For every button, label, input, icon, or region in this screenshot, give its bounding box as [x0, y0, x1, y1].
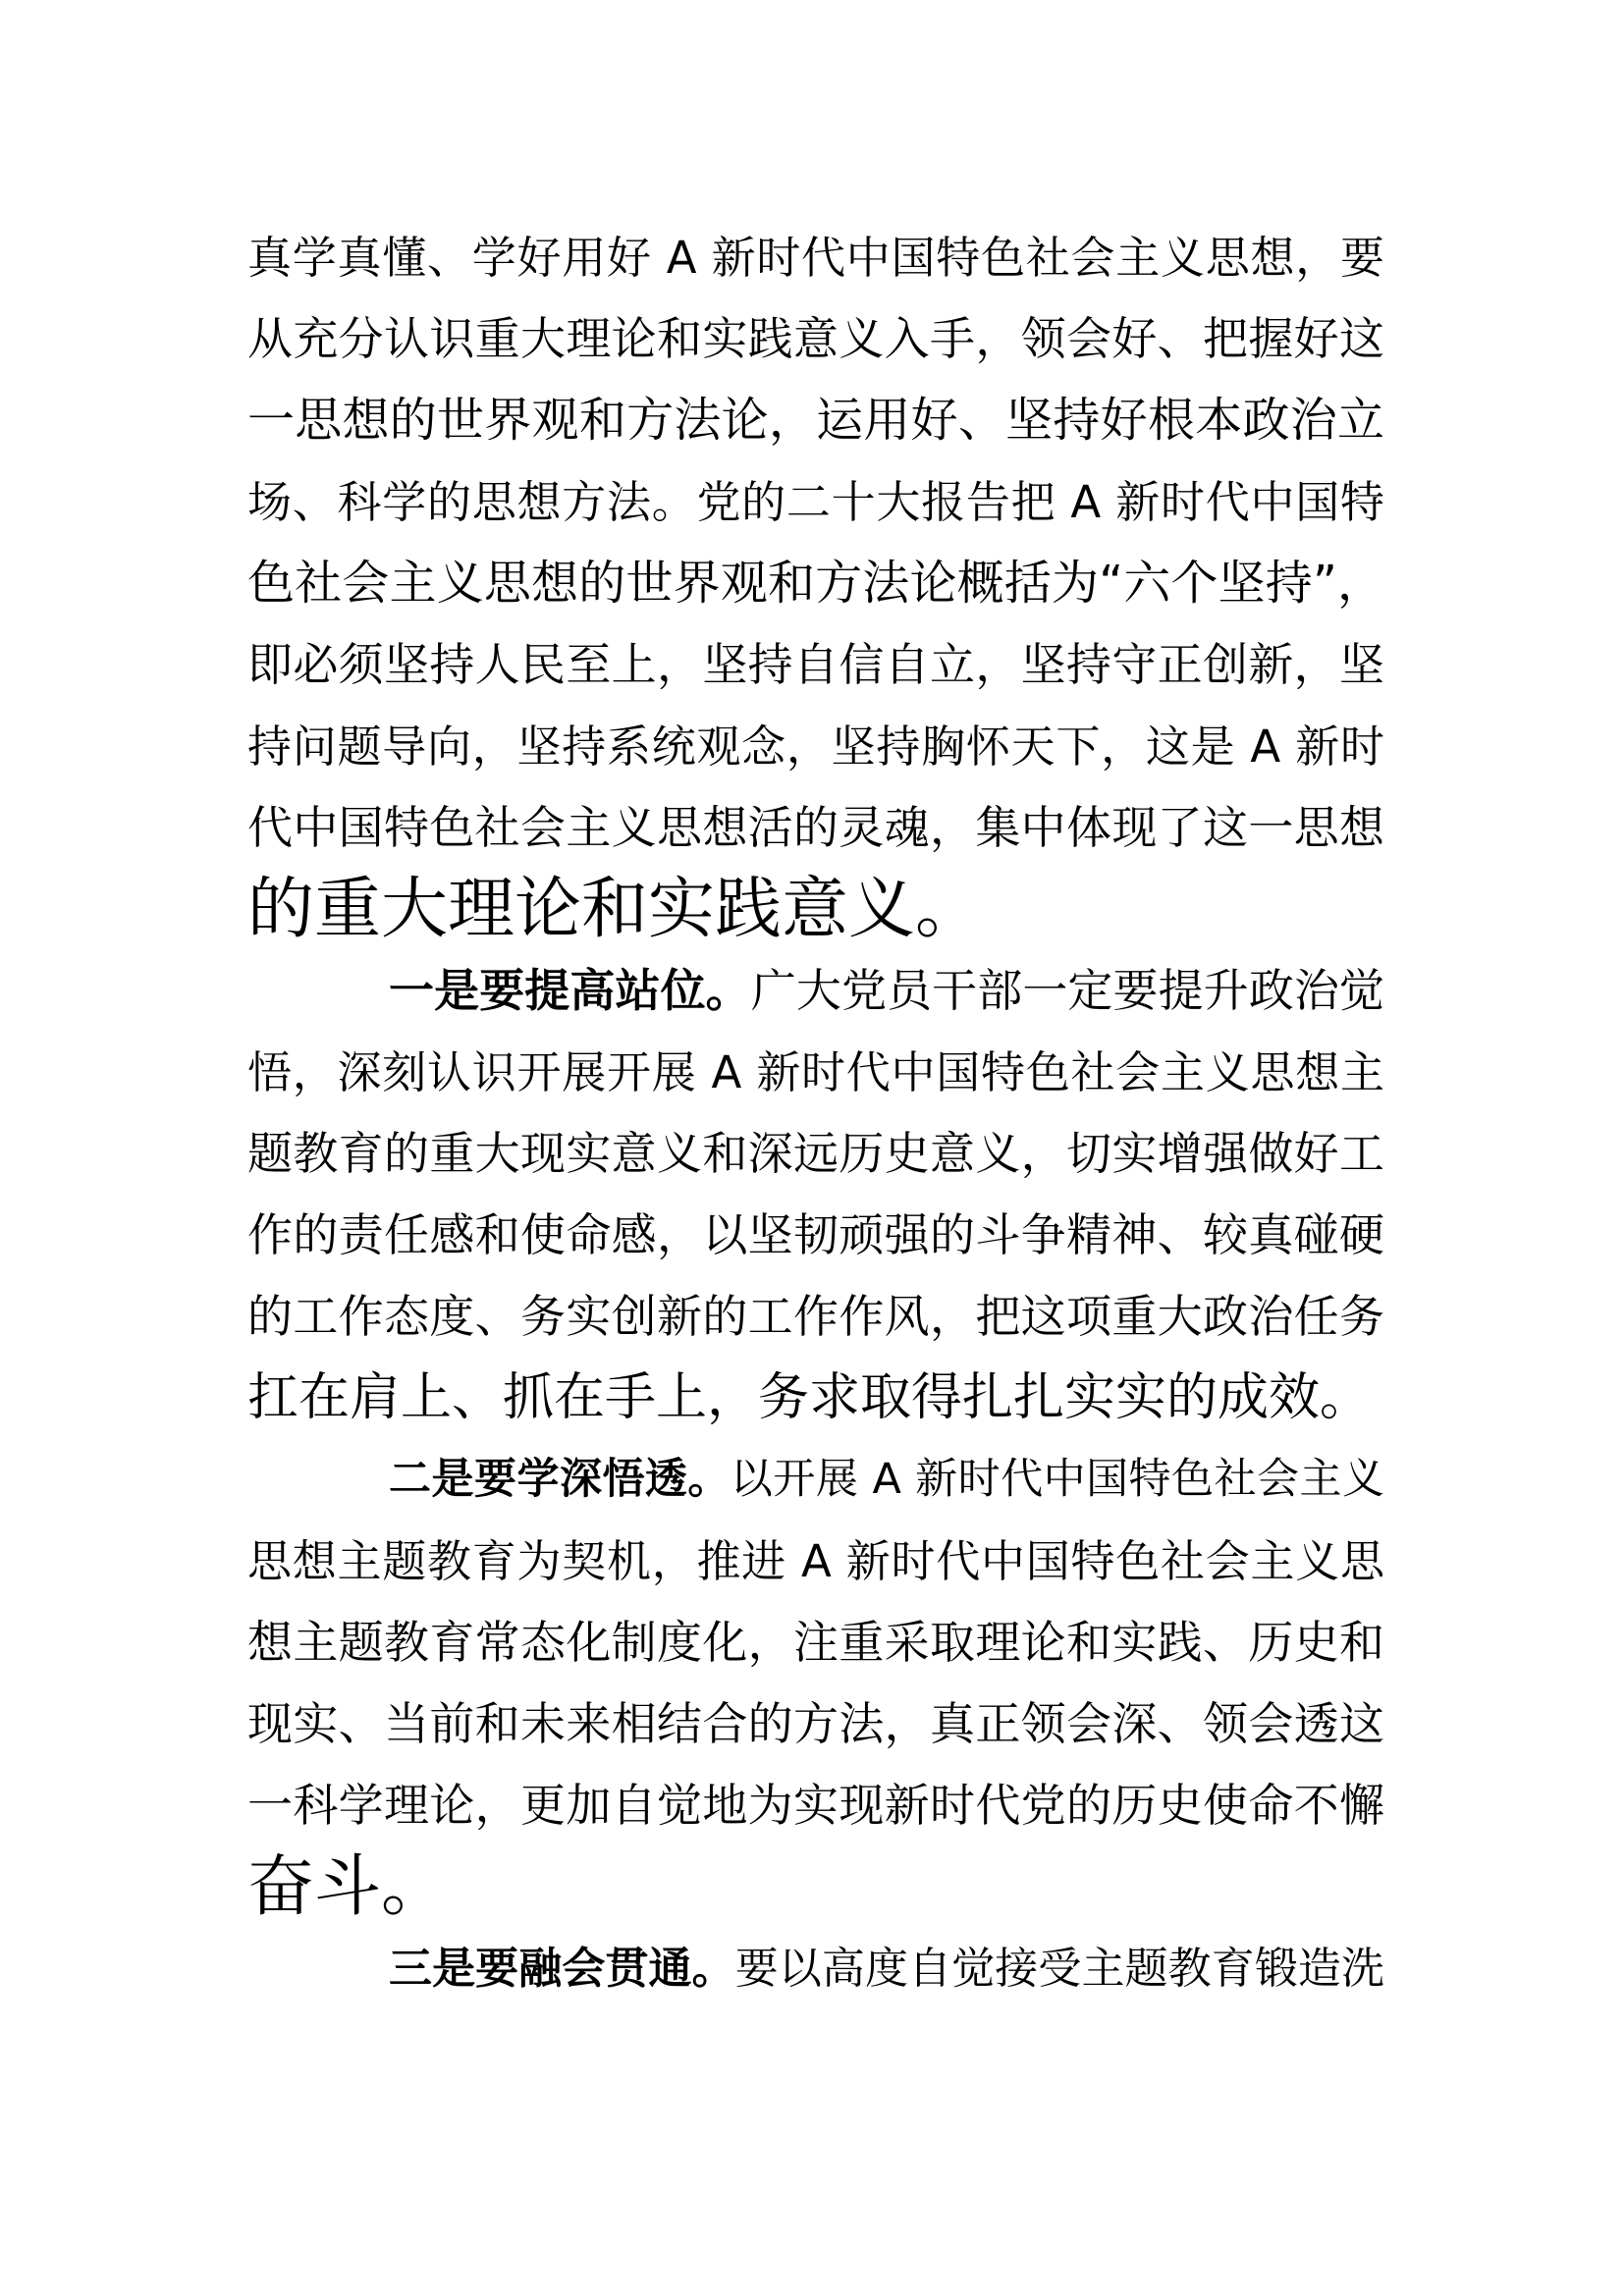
text-line	[247, 1765, 1384, 1846]
line-text: 扛在肩上、抓在手上，务求取得扎扎实实的成效。	[247, 1368, 1372, 1427]
line-text: 想主题教育常态化制度化，注重采取理论和实践、历史和	[247, 1616, 1384, 1669]
line-text: 以开展 A 新时代中国特色社会主义	[730, 1455, 1385, 1504]
document-page	[247, 217, 1384, 2009]
text-line	[247, 1846, 1384, 1928]
line-text: 要以高度自觉接受主题教育锻造洗	[734, 1944, 1385, 1994]
paragraph-lead-heading: 三是要融会贯通。	[389, 1944, 735, 1994]
line-text: 悟，深刻认识开展开展 A 新时代中国特色社会主义思想主	[247, 1046, 1384, 1098]
text-line	[247, 380, 1384, 461]
paragraph	[247, 950, 1384, 1439]
text-line	[247, 1602, 1384, 1683]
line-text: 从充分认识重大理论和实践意义入手，领会好、把握好这	[247, 312, 1384, 365]
paragraph-lead-heading: 二是要学深悟透。	[389, 1455, 731, 1504]
paragraph	[247, 1439, 1384, 1928]
line-text: 作的责任感和使命感，以坚韧顽强的斗争精神、较真碰硬	[247, 1208, 1384, 1261]
paragraph	[247, 217, 1384, 950]
text-line	[247, 706, 1384, 787]
line-text: 即必须坚持人民至上，坚持自信自立，坚持守正创新，坚	[247, 638, 1384, 691]
line-text: 代中国特色社会主义思想活的灵魂，集中体现了这一思想	[247, 801, 1384, 854]
text-line	[247, 1439, 1384, 1521]
text-line	[247, 787, 1384, 869]
line-text: 的工作态度、务实创新的工作作风，把这项重大政治任务	[247, 1290, 1384, 1343]
line-text: 一思想的世界观和方法论，运用好、坚持好根本政治立	[247, 393, 1384, 448]
line-text: 一科学理论，更加自觉地为实现新时代党的历史使命不懈	[247, 1779, 1384, 1832]
text-line	[247, 1276, 1384, 1358]
text-line	[247, 1683, 1384, 1765]
paragraph	[247, 1928, 1384, 2009]
text-line	[247, 624, 1384, 706]
text-line	[247, 1521, 1384, 1602]
paragraph-lead-heading: 一是要提高站位。	[389, 964, 751, 1017]
text-line	[247, 461, 1384, 543]
line-text: 场、科学的思想方法。党的二十大报告把 A 新时代中国特	[247, 476, 1384, 528]
text-line	[247, 543, 1384, 624]
line-text: 真学真懂、学好用好 A 新时代中国特色社会主义思想，要	[247, 232, 1384, 284]
text-line	[247, 217, 1384, 298]
text-line	[247, 298, 1384, 380]
line-text: 持问题导向，坚持系统观念，坚持胸怀天下，这是 A 新时	[247, 721, 1384, 773]
text-line	[247, 1032, 1384, 1113]
text-line	[247, 950, 1384, 1032]
line-text: 广大党员干部一定要提升政治觉	[750, 964, 1385, 1017]
text-line	[247, 1928, 1384, 2009]
line-text: 的重大理论和实践意义。	[247, 871, 983, 948]
text-line	[247, 869, 1384, 950]
text-line	[247, 1113, 1384, 1195]
line-text: 思想主题教育为契机，推进 A 新时代中国特色社会主义思	[247, 1535, 1384, 1587]
text-line	[247, 1358, 1384, 1439]
text-line	[247, 1195, 1384, 1276]
line-text: 现实、当前和未来相结合的方法，真正领会深、领会透这	[247, 1697, 1384, 1750]
line-text: 奋斗。	[247, 1848, 449, 1926]
line-text: 题教育的重大现实意义和深远历史意义，切实增强做好工	[247, 1127, 1384, 1180]
line-text: 色社会主义思想的世界观和方法论概括为“六个坚持”，	[247, 556, 1384, 611]
